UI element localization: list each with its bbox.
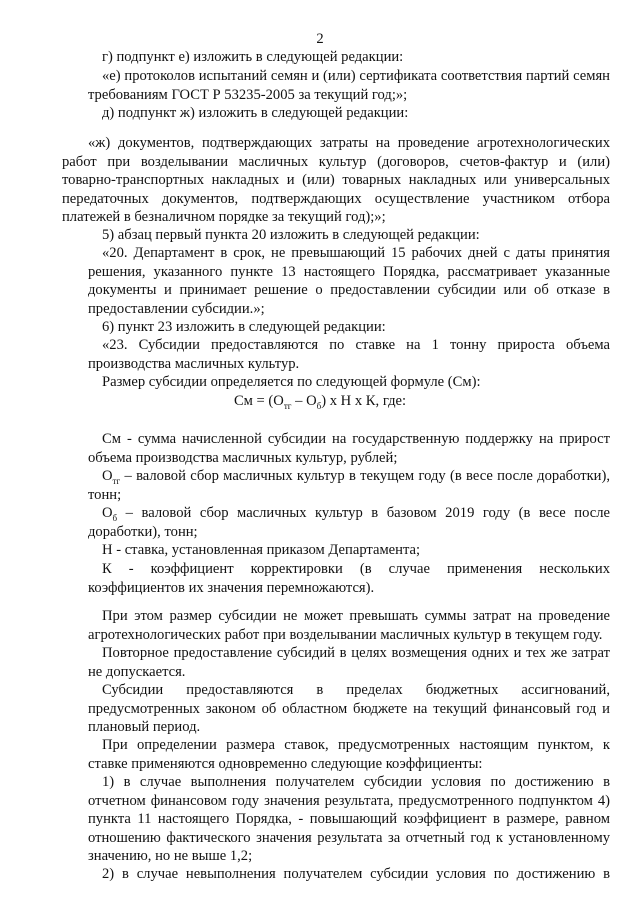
definition-otg	[88, 467, 610, 504]
paragraph: 1) в случае выполнения получателем субсидии условия по достижению в отчетном финансовом году значения результата, предусмотренного подпунктом 4) пункта 11 настоящего Порядка, - повышающий коэффициент в размере, равном отношению фактического значения результата за отчетный год к установленному значению, но не выше 1,2;	[88, 774, 610, 865]
paragraph: При определении размера ставок, предусмотренных настоящим пунктом, к ставке применяются одновременно следующие коэффициенты:	[88, 737, 610, 772]
definition-ob	[88, 504, 610, 541]
formula-sub-tg: тг	[283, 400, 292, 411]
paragraph: д) подпункт ж) изложить в следующей редакции:	[102, 105, 409, 121]
formula-lhs: См = (О	[233, 393, 284, 409]
paragraph: 5) абзац первый пункта 20 изложить в следующей редакции:	[102, 227, 480, 243]
paragraph: При этом размер субсидии не может превышать суммы затрат на проведение агротехнологических работ при возделывании масличных культур в текущем году.	[88, 608, 610, 643]
symbol-o: О	[102, 505, 113, 521]
page-number: 2	[316, 31, 324, 47]
paragraph: «23. Субсидии предоставляются по ставке на 1 тонну прироста объема производства масличных культур.	[88, 337, 610, 372]
definition-text: – валовой сбор масличных культур в текущем году (в весе после доработки), тонн;	[88, 468, 610, 503]
subsidy-formula	[0, 392, 640, 411]
formula-mid: – О	[291, 393, 317, 409]
paragraph: Субсидии предоставляются в пределах бюджетных ассигнований, предусмотренных законом об областном бюджете на текущий финансовый год и плановый период.	[88, 682, 610, 736]
paragraph: «20. Департамент в срок, не превышающий 15 рабочих дней с даты принятия решения, указанного пункте 13 настоящего Порядка, рассматривает указанные документы и принимает решение о предоставлении субсидии или об отказе в предоставлении субсидии.»;	[88, 245, 610, 317]
paragraph: «е) протоколов испытаний семян и (или) сертификата соответствия партий семян требованиям ГОСТ Р 53235-2005 за текущий год;»;	[88, 68, 610, 103]
symbol-sub-b: б	[112, 512, 118, 523]
formula-sub-b: б	[316, 400, 322, 411]
definition-sm: См - сумма начисленной субсидии на государственную поддержку на прирост объема производства масличных культур, рублей;	[88, 431, 610, 466]
paragraph: г) подпункт е) изложить в следующей редакции:	[102, 49, 404, 65]
formula-rhs: ) х Н х К, где:	[321, 393, 407, 409]
paragraph: Повторное предоставление субсидий в целях возмещения одних и тех же затрат не допускается.	[88, 645, 610, 680]
definition-text: – валовой сбор масличных культур в базовом 2019 году (в весе после доработки), тонн;	[88, 505, 610, 540]
paragraph: 6) пункт 23 изложить в следующей редакции:	[102, 319, 386, 335]
paragraph: Размер субсидии определяется по следующей формуле (См):	[102, 374, 481, 390]
symbol-o: О	[102, 468, 113, 484]
paragraph: «ж) документов, подтверждающих затраты на проведение агротехнологических работ при возделывании масличных культур (договоров, счетов-фактур и (или) товарно-транспортных накладных и (или) товарных накладных или универсальных передаточных документов, подтверждающих осуществление участником отбора платежей в безналичном порядке за текущий год);»;	[62, 135, 610, 226]
definition-n: Н - ставка, установленная приказом Департамента;	[102, 542, 421, 558]
symbol-sub-tg: тг	[112, 475, 121, 486]
paragraph: 2) в случае невыполнения получателем субсидии условия по достижению в	[102, 866, 610, 882]
definition-k: К - коэффициент корректировки (в случае применения нескольких коэффициентов их значения перемножаются).	[88, 561, 610, 596]
